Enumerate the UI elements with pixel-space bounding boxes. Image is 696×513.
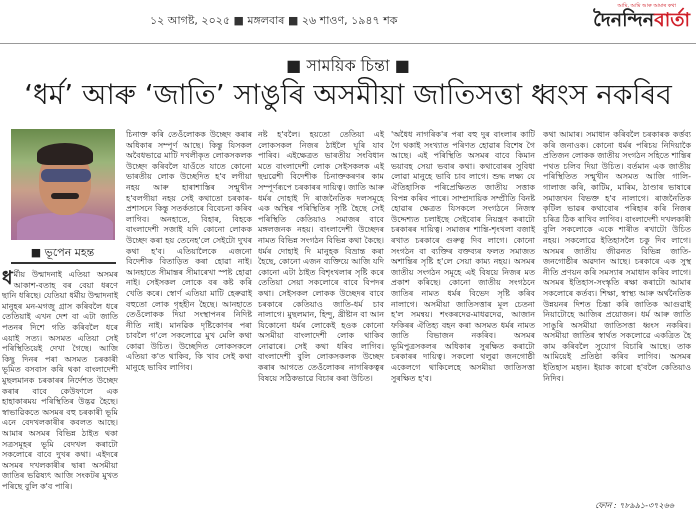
article-column-5: কথা আমাৰ। সমাধান কৰিবলৈ চৰকাৰক কৰ্ত্তব্য কৰি জনাওক। কোনো ধৰ্মৰ পৰিচয় নিদিয়াকৈ প্ৰতিজন লোকক জাতীয় সংগঠন সহিতে শান্তিৰ পথত চলিব দিয়া উচিত। বৰ্তমান এক জাতীয় পৰিস্থিতিত সন্মুখীন অসমত আজি গালি-গালাজ কৰি, কাটিম, মাৰিম, ঠাণ্ডাৰ ভাষাৰে সমাজখন বিভক্ত হ'ব নালাগে। ৰাজনৈতিক কৃটিল ভাৱৰ কথাবোৰ পৰিহাৰ কৰি নিজৰ চৰিত্ৰ ঠিক ৰাখিব লাগিব। বাংলাদেশী দখলকাৰী বুলি সকলোকে একে শাৰীত ৰখাটো উচিত নহয়। সকলোৱে ইতিহাসলৈ চকু দিব লাগে। অসমৰ জাতীয় জীৱনত বিভিন্ন জাতি-জনগোষ্ঠীৰ অৱদান আছে। চৰকাৰে এক সুস্থ নীতি প্ৰণয়ন কৰি সমস্যাৰ সমাধান কৰিব লাগে। অসমৰ ইতিহাস-সংস্কৃতি ৰক্ষা কৰাটো আমাৰ সকলোৰে কৰ্তব্য। শিক্ষা, স্বাস্থ্য আৰু অৰ্থনৈতিক উন্নয়নৰ দিশত চিন্তা কৰি জাতিক আগুৱাই নিয়াটোহে আজিৰ প্ৰয়োজন। ধৰ্ম আৰু জাতি সাঙুৰি অসমীয়া জাতিসত্তা ধ্বংস নকৰিব। অসমীয়া জাতিৰ স্বাৰ্থত সকলোৱে একত্ৰিত হৈ কাম কৰিবলৈ সুযোগ বিচাৰি আছে। তাক আমিয়েই প্ৰতিষ্ঠা কৰিব লাগিব। অসমৰ ইতিহাস মহান। ইয়াক কাৰো হ'বলৈ কেতিয়াও নিদিব। [543, 130, 691, 383]
article-column-1 [2, 267, 118, 492]
section-kicker: ■ সাময়িক চিন্তা ■ [286, 56, 410, 75]
article-column-3: নষ্ট হ'বলৈ। হয়তো তেতিয়া এই লোকসকল নিজৰ ঠাইলৈ ঘূৰি যাব পাৰিব। এইক্ষেত্ৰত ভাৰতীয় সংবিধান মতে বাংলাদেশী লোক সেইসকলক এই ছদ্মৱেশী বিদেশীক চিনাক্তকৰণৰ কাম সম্পূৰ্ণৰূপে চৰকাৰৰ দায়িত্ব। জাতি আৰু ধৰ্মৰ দোহাই দি ৰাজনৈতিক দলসমূহে এক অস্থিৰ পৰিস্থিতিৰ সৃষ্টি হৈছে সেই পৰিস্থিতি কেতিয়াও সমাজৰ বাবে মঙ্গলজনক নহয়। বাংলাদেশী উচ্ছেদৰ নামত বিভিন্ন সংগঠন বিভিন্ন কথা কৈছে। ধৰ্মৰ দোহাই দি মানুহক বিভ্ৰান্ত কৰা হৈছে, কোনো এজন ব্যক্তিয়ে আজি যদি কোনো এটা ঠাইত বিশৃংখলাৰ সৃষ্টি কৰে তেতিয়া সেয়া সকলোৰে বাবে বিপদৰ কথা। সেইসকল লোকক উচ্ছেদৰ বাবে চৰকাৰে কেতিয়াও জাতি-ধৰ্ম চাব নালাগে। মুছলমান, হিন্দু, খ্ৰীষ্টান বা আন যিকোনো ধৰ্মৰ লোকেই হওক কোনো অসমীয়া বাংলাদেশী লোক থাকিব নোৱাৰে। সেই কথা ধৰিব লাগিব। বাংলাদেশী বুলি লোকসকলক উচ্ছেদ কৰাৰ আগতে তেওঁলোকৰ নাগৰিকত্বৰ বিষয়ে সঠিকভাৱে বিচাৰ কৰা উচিত। [258, 130, 384, 383]
article-headline: ‘ধৰ্ম’ আৰু ‘জাতি’ সাঙুৰি অসমীয়া জাতিসত্তা ধ্বংস নকৰিব [24, 78, 672, 111]
author-byline: ■ ভূপেন মহন্ত [30, 246, 95, 259]
article-column-4: 'অধৈধ নাগৰিক'ৰ পৰা বহু দুৰ বাংলাৰ কাটি গৈ থকাই সংখ্যাত পৰিণত হোৱাৰ বিশেষ গৈ আছে। এই পৰিস্থিতি অসমৰ বাবে কিমান ভয়াবহ সেয়া ভবাৰ কথা। কথাবোৰৰ সুবিধা লোৱা মানুহে ভাবি চাব লাগে। শুদ্ধ লক্ষ্য যে ঐতিহাসিক পৰিপ্ৰেক্ষিতত জাতীয় সত্তাক বিপন্ন কৰিব পাৰে। সাম্প্ৰদায়িক সম্প্ৰীতি বিনষ্ট হোৱাৰ ক্ষেত্ৰত যিসকলে সংগঠনে নিজস্ব উদ্দেশ্যত চলাইছে সেইবোৰ নিয়ন্ত্ৰণ কৰাটো চৰকাৰৰ দায়িত্ব। সমাজৰ শান্তি-শৃংখলা বজাই ৰখাত চৰকাৰে গুৰুত্ব দিব লাগে। কোনো সংগঠন বা ব্যক্তিৰ বক্তব্যৰ ফলত সমাজত অশান্তিৰ সৃষ্টি হ'লে সেয়া কাম্য নহয়। অসমৰ জাতীয় সংগঠন সমূহে এই বিষয়ে নিজৰ মত প্ৰকাশ কৰিছে। কোনো জাতীয় সংগঠনে জাতিৰ নামত ধৰ্মৰ বিভেদ সৃষ্টি কৰিব নালাগে। অসমীয়া জাতিসত্তাৰ মূল চেতনা হ'ল সমন্বয়। শংকৰদেৱ-মাধৱদেৱ, আজান ফকিৰৰ ঐতিহ্য বহন কৰা অসমত ধৰ্মৰ নামত জাতি বিভাজন নকৰিব। অসমৰ ভূমিপুত্ৰসকলৰ অধিকাৰ সুৰক্ষিত কৰাটো চৰকাৰৰ দায়িত্ব। সকলো থলুৱা জনগোষ্ঠী একেলগে থাকিলেহে অসমীয়া জাতিসত্তা সুৰক্ষিত হ'ব। [391, 130, 535, 383]
brand-part1: দৈনন্দিন [593, 9, 655, 31]
brand-part2: বাৰ্তা [654, 9, 690, 31]
dateline: ১২ আগষ্ট, ২০২৫ ■ মঙ্গলবাৰ ■ ২৬ শাওণ, ১৯৪৭ শক [150, 14, 398, 27]
drop-cap: ধ [2, 267, 13, 289]
byline-divider [11, 262, 116, 264]
column-text: ৰ্মীয় উন্মাদনাই এতিয়া অসমৰ আকাশ-বতাহ বৰ বেয়া ধৰণে ছানি ধৰিছে। যেতিয়া ধৰ্মীয় উন্মাদনাই মানুহৰ মন-মগজু গ্ৰাস কৰিবলৈ ধৰে তেতিয়াই এখন দেশ বা এটা জাতি পতনৰ দিশে গতি কৰিবলৈ ধৰে এয়াই সত্য। অসমত এতিয়া সেই পৰিস্থিতিয়েই দেখা গৈছে। আজি কিছু দিনৰ পৰা অসমত চৰকাৰী ভূমিত বসবাস কৰি থকা বাংলাদেশী মুছলমানক চৰকাৰৰ নিৰ্দেশত উচ্ছেদ কৰাৰ বাবে কেউফালে এক হাহাকাৰময় পৰিস্থিতিৰ উদ্ভৱ হৈছে। স্বাভাৱিকতে অসমৰ বহু চৰকাৰী ভূমি এনে বেদখলকাৰীৰ কবলত আছে। আমাৰ অসমৰ বিভিন্ন ঠাইত থকা সত্ৰসমূহৰ ভূমি বেদখল কৰাটো সকলোৰে বাবে দুখৰ কথা। এইদৰে অসমৰ দখলকাৰীৰ দ্বাৰা অসমীয়া জাতিৰ ভৱিষ্যৎ আজি সংকটৰ মুখত পৰিছে বুলি ক'ব পাৰি। [2, 270, 118, 491]
newspaper-logo [593, 3, 690, 38]
author-photo [11, 129, 115, 240]
brand-tagline: আমি, আমি আৰু আমাৰ কথা [617, 3, 676, 9]
article-column-2: চিনাক্ত কৰি তেওঁলোকক উচ্ছেদ কৰাৰ অধিকাৰ সম্পূৰ্ণ আছে। কিন্তু যিসকল অবৈধভাৱে মাটি দখলীকৃত লোকসকলক উচ্ছেদ কৰিবলৈ যাওঁতে যাতে কোনো ভাৰতীয় লোক উচ্ছেদিত হ'ব লগীয়া নহয় আৰু হাৰাশাস্তিৰ সন্মুখীন হ'বলগীয়া নহয় সেই কথাতো চৰকাৰ-প্ৰশাসনে কিন্তু সতৰ্কতাৰে বিবেচনা কৰিব লাগিব। অনহাতে, বিহাৰ, বিহকে বাংলাদেশী সজাই যদি কোনো লোকক উচ্ছেদ কৰা হয় তেনেহ'লে সেইটো দুখৰ কথা হ'ব। এতিয়ালৈকে এজনো বিদেশীক বিতাড়িত কৰা হোৱা নাই। আনহাতে সীমান্তৰ সীমাৰেখা স্পষ্ট হোৱা নাই। সেইসকল লোকে বৰ কষ্ট কৰি খেতি কৰে। স্বোৰ্ণ এতিয়া মাটি হেৰুৱাই বহুতো লোক গৃহহীন হৈছে। আনহাতে তেওঁলোকক দিয়া সংস্থাপনৰ নিদিষ্ট নীতি নাই। মানৱিক দৃষ্টিকোণৰ পৰা চাবলৈ গ'লে সকলোৱে মুখ মেলি কথা কোৱা উচিত। উচ্ছেদিত লোকসকলে এতিয়া ক'ত থাকিব, কি খাব সেই কথা মানুহে ভাবিব লাগিব। [126, 130, 252, 373]
header-divider [0, 43, 696, 44]
author-phone: ফোন : ৭৮৯৯১-৩৭২৬৬ [595, 501, 674, 510]
